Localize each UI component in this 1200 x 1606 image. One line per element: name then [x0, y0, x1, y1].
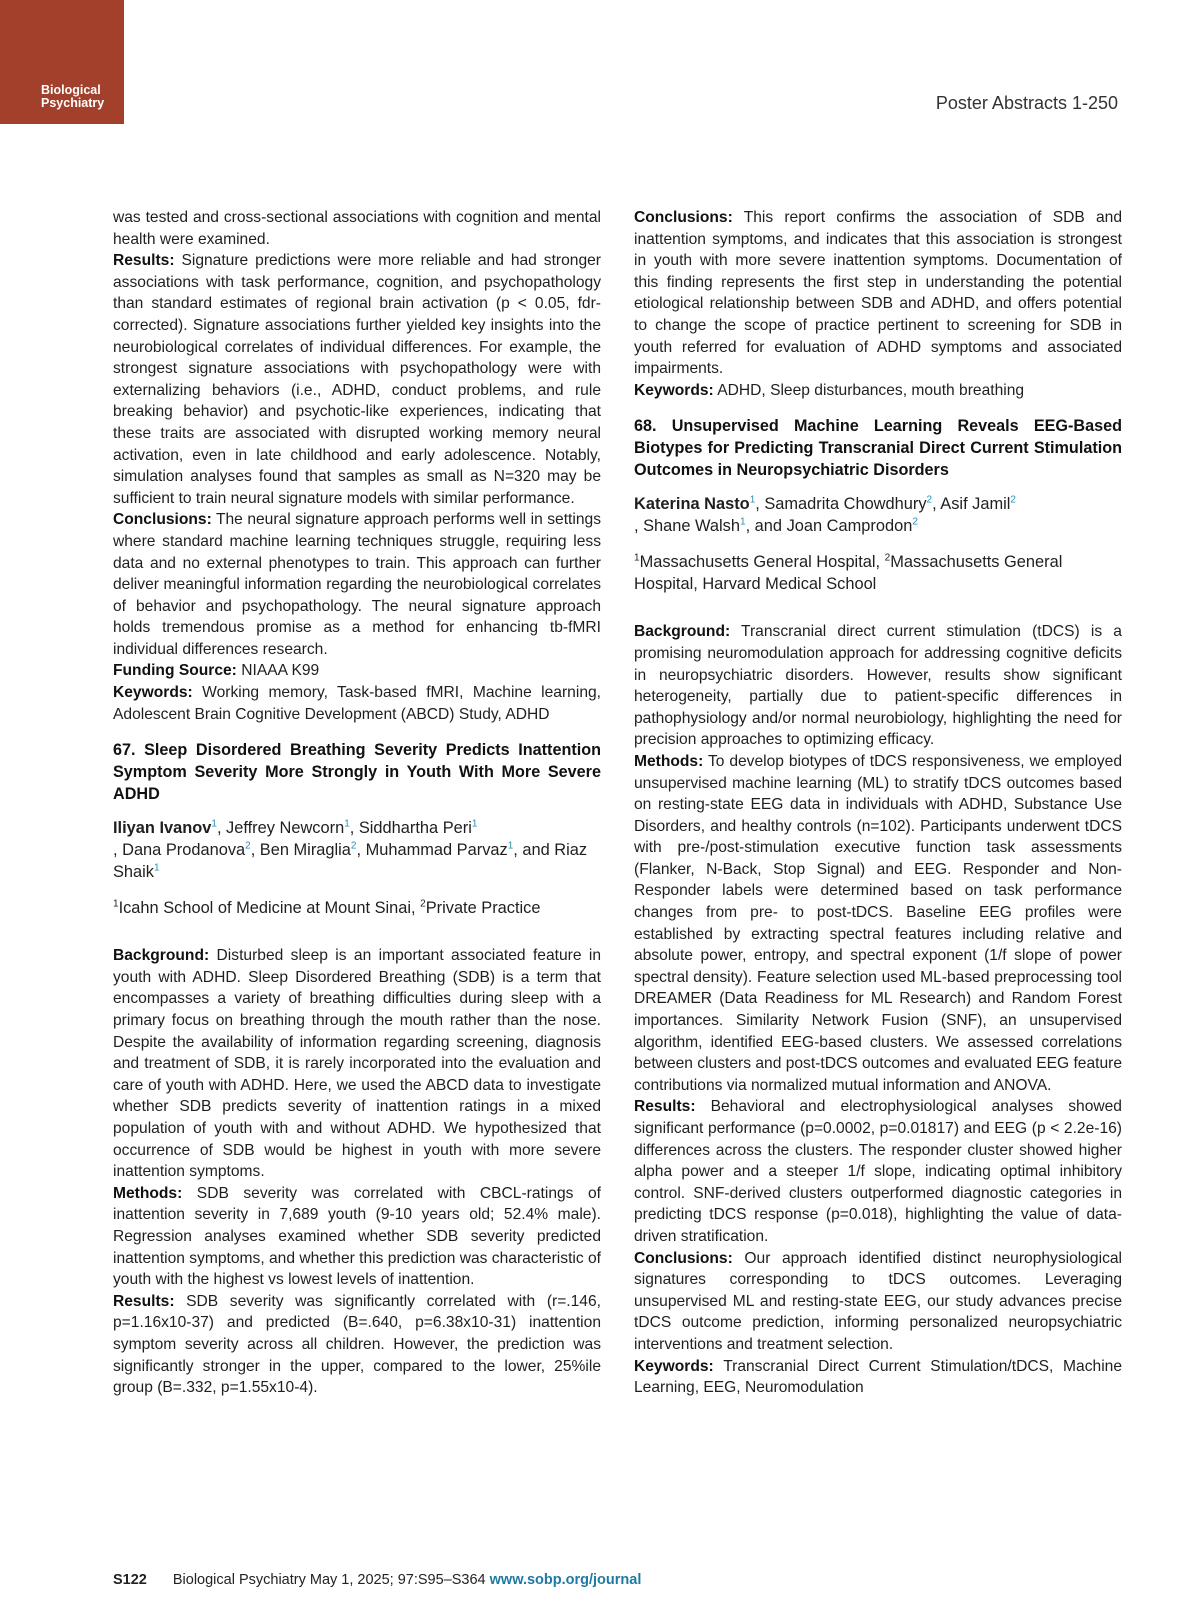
left-column	[113, 207, 601, 1399]
abstract-68-affiliations: $^1$Massachusetts General Hospital, $^2$Massachusetts General Hospital, Harvard Medical School	[634, 552, 1063, 594]
prev-abstract-conclusions: Conclusions: The neural signature approach performs well in settings where standard machine learning techniques struggle, requiring less data and no external phenotypes to train. This approach can further deliver meaningful information regarding the neurobiological correlates of behavior and psychopathology. The neural signature approach holds tremendous promise as a method for enhancing tb-fMRI individual differences research.	[113, 511, 601, 658]
page-number: S122	[113, 1572, 147, 1588]
abstract-67-authors: Iliyan Ivanov$^1$, Jeffrey Newcorn$^1$, Siddhartha Peri$^1$ , Dana Prodanova$^2$, Ben Miraglia$^2$, Muhammad Parvaz$^1$, and Riaz Shaik$^1$	[113, 818, 588, 882]
prev-abstract-results: Results: Signature predictions were more reliable and had stronger associations with task performance, cognition, and psychopathology than standard estimates of regional brain activation (p < 0.05, fdr-corrected). Signature associations further yielded key insights into the neurobiological correlates of individual differences. For example, the strongest signature associations with psychopathology were with externalizing behaviors (i.e., ADHD, conduct problems, and rule breaking behavior) and psychotic-like experiences, indicating that these traits are associated with disrupted working memory neural activation, even in late childhood and early adolescence. Notably, simulation analyses found that samples as small as N=320 may be sufficient to train neural signature models with similar performance.	[113, 252, 601, 507]
journal-logo-text: Biological Psychiatry	[41, 83, 105, 110]
abstract-68-authors: Katerina Nasto$^1$, Samadrita Chowdhury$^2$, Asif Jamil$^2$ , Shane Walsh$^1$, and Joan Camprodon$^2$	[634, 494, 1016, 536]
right-column	[634, 207, 1122, 1399]
abstract-67-conclusions: Conclusions: This report confirms the association of SDB and inattention symptoms, and indicates that this association is strongest in youth with more severe inattention symptoms. Documentation of this finding represents the first step in understanding the potential etiological relationship between SDB and ADHD, and offers potential to change the scope of practice pertinent to screening for SDB in youth referred for evaluation of ADHD symptoms and associated impairments.	[634, 209, 1122, 378]
journal-citation: Biological Psychiatry May 1, 2025; 97:S95–S364	[172, 1572, 486, 1588]
abstract-68-conclusions: Conclusions: Our approach identified distinct neurophysiological signatures corresponding to tDCS outcomes. Leveraging unsupervised ML and resting-state EEG, our study advances precise tDCS outcome prediction, informing personalized neuropsychiatric interventions and treatment selection.	[634, 1249, 1122, 1353]
abstract-67-title: 67. Sleep Disordered Breathing Severity Predicts Inattention Symptom Severity More Strongly in Youth With More Severe ADHD	[113, 741, 601, 804]
abstract-68-background: Background: Transcranial direct current stimulation (tDCS) is a promising neuromodulation approach for addressing cognitive deficits in neuropsychiatric disorders. However, results show significant heterogeneity, partially due to patient-specific differences in pathophysiology and/or normal neurobiology, highlighting the need for precision approaches to optimizing efficacy.	[634, 623, 1122, 749]
page-footer	[113, 1572, 641, 1588]
journal-logo	[0, 0, 124, 124]
abstract-68-methods: Methods: To develop biotypes of tDCS responsiveness, we employed unsupervised machine learning (ML) to stratify tDCS outcomes based on resting-state EEG data in individuals with ADHD, Substance Use Disorders, and healthy controls (n=102). Participants underwent tDCS with pre-/post-stimulation executive function task assessments (Flanker, N-Back, Stop Signal) and EEG. Responder and Non-Responder labels were determined based on task performance changes from pre- to post-tDCS. Baseline EEG profiles were established by extracting spectral features including relative and absolute power, entropy, and spectral exponent (1/f slope of power spectral density). Feature selection used ML-based preprocessing tool DREAMER (Data Readiness for ML Research) and Random Forest importances. Similarity Network Fusion (SNF), an unsupervised algorithm, identified EEG-based clusters. We assessed correlations between clusters and post-tDCS outcomes and evaluated EEG feature contributions via normalized mutual information and ANOVA.	[634, 752, 1123, 1094]
journal-link[interactable]: www.sobp.org/journal	[489, 1572, 642, 1588]
section-header: Poster Abstracts 1-250	[935, 93, 1118, 113]
prev-abstract-keywords: Keywords: Working memory, Task-based fMRI, Machine learning, Adolescent Brain Cognitive Development (ABCD) Study, ADHD	[113, 684, 601, 723]
abstract-68-title: 68. Unsupervised Machine Learning Reveals EEG-Based Biotypes for Predicting Transcranial Direct Current Stimulation Outcomes in Neuropsychiatric Disorders	[634, 417, 1122, 480]
abstract-67-keywords: Keywords: ADHD, Sleep disturbances, mouth breathing	[634, 381, 1025, 399]
abstract-67-background: Background: Disturbed sleep is an important associated feature in youth with ADHD. Sleep Disordered Breathing (SDB) is a term that encompasses a variety of breathing difficulties during sleep with a primary focus on breathing through the mouth rather than the nose. Despite the availability of information regarding screening, diagnosis and treatment of SDB, it is rarely incorporated into the evaluation and care of youth with ADHD. Here, we used the ABCD data to investigate whether SDB predicts severity of inattention ratings in a mixed population of youth with and without ADHD. We hypothesized that occurrence of SDB would be highest in youth with more severe inattention symptoms.	[113, 947, 601, 1181]
prev-abstract-funding: Funding Source: NIAAA K99	[113, 662, 320, 680]
abstract-67-methods: Methods: SDB severity was correlated with CBCL-ratings of inattention severity in 7,689 youth (9-10 years old; 52.4% male). Regression analyses examined whether SDB severity predicted inattention symptoms, and whether this prediction was characteristic of youth with the highest vs lowest levels of inattention.	[113, 1184, 601, 1289]
abstract-68-results: Results: Behavioral and electrophysiological analyses showed significant performance (p=0.0002, p=0.01817) and EEG (p < 2.2e-16) differences across the clusters. The responder cluster showed higher alpha power and a steeper 1/f slope, indicating optimal inhibitory control. SNF-derived clusters outperformed diagnostic categories in predicting tDCS response (p=0.018), highlighting the value of data-driven stratification.	[634, 1098, 1122, 1245]
prev-abstract-intro: was tested and cross-sectional associations with cognition and mental health were examined.	[113, 209, 601, 248]
abstract-67-results: Results: SDB severity was significantly correlated with (r=.146, p=1.16x10-37) and predicted (B=.640, p=6.38x10-31) inattention symptom severity across all children. However, the prediction was significantly stronger in the upper, compared to the lower, 25%ile group (B=.332, p=1.55x10-4).	[113, 1292, 601, 1397]
abstract-67-affiliations: $^1$Icahn School of Medicine at Mount Sinai, $^2$Private Practice	[113, 898, 541, 918]
abstract-68-keywords: Keywords: Transcranial Direct Current Stimulation/tDCS, Machine Learning, EEG, Neuromodulation	[634, 1357, 1123, 1397]
